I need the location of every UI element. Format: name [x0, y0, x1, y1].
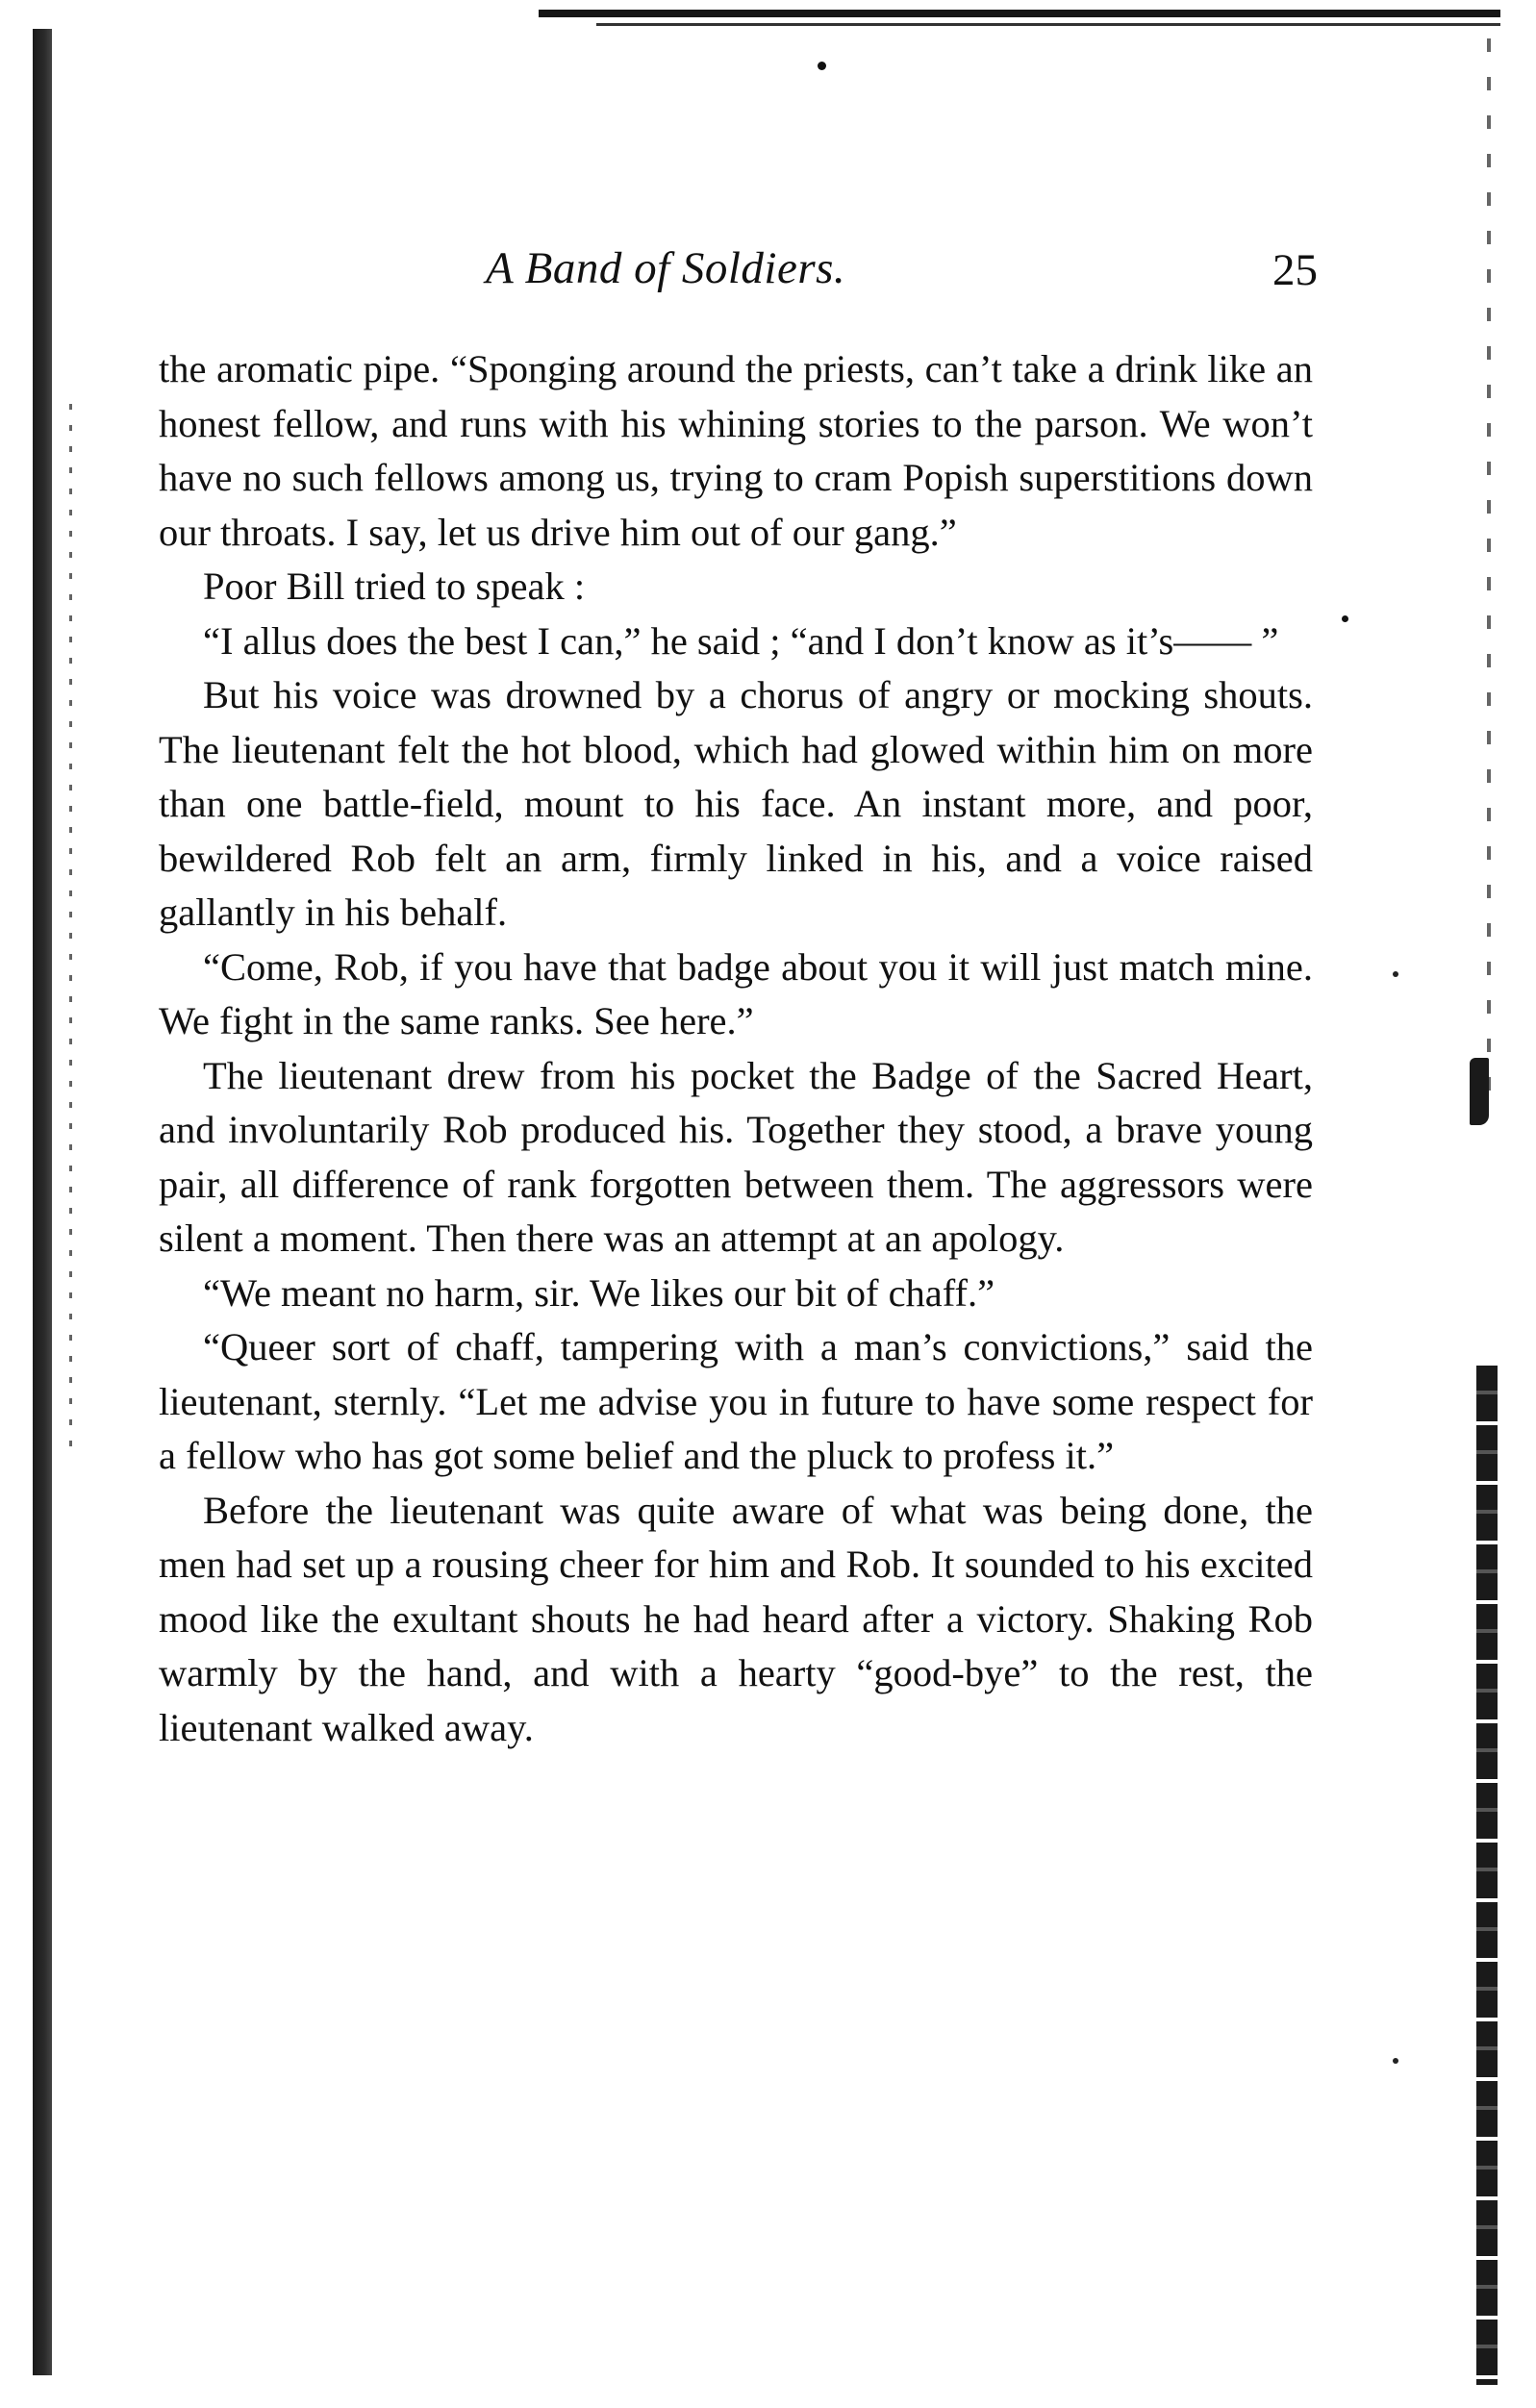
paragraph: the aromatic pipe. “Sponging around the priests, can’t take a drink like an honest fellow, and runs with his whining stories to the parson. We won’t have no such fellows among us, trying to cram Popish superstitions down our throats. I say, let us drive him out of our gang.”: [159, 347, 1313, 554]
paragraph: “Come, Rob, if you have that badge about you it will just match mine. We fight in the same ranks. See here.”: [159, 944, 1313, 1042]
margin-speck: [1342, 615, 1348, 622]
body-text: [159, 342, 1313, 1755]
paragraph: The lieutenant drew from his pocket the Badge of the Sacred Heart, and involuntarily Rob produced his. Together they stood, a brave young pair, all difference of rank forgotten between them. The aggressors were silent a moment. Then there was an attempt at an apology.: [159, 1053, 1313, 1260]
margin-speck: [1393, 2058, 1398, 2064]
paragraph: “Queer sort of chaff, tampering with a man’s convictions,” said the lieutenant, sternly. “Let me advise you in future to have some respect for a fellow who has got some belief and the pluck to profess it.”: [159, 1325, 1313, 1477]
margin-specks-left: [69, 404, 72, 1462]
top-rule-secondary: [596, 23, 1500, 26]
top-rule: [539, 10, 1500, 17]
top-speck: [818, 62, 826, 70]
paragraph: Before the lieutenant was quite aware of what was being done, the men had set up a rousing cheer for him and Rob. It sounded to his excited mood like the exultant shouts he had heard after a victory. Shaking Rob warmly by the hand, and with a hearty “good-bye” to the rest, the lieutenant walked away.: [159, 1488, 1313, 1749]
margin-specks-right: [1487, 38, 1491, 1096]
paragraph: “I allus does the best I can,” he said ; “and I don’t know as it’s—— ”: [203, 618, 1279, 663]
page-edge-shadow-right: [1476, 1366, 1498, 2385]
paragraph: But his voice was drowned by a chorus of angry or mocking shouts. The lieutenant felt the hot blood, which had glowed within him on more than one battle-field, mount to his face. An instant more, and poor, bewildered Rob felt an arm, firmly linked in his, and a voice raised gallantly in his behalf.: [159, 673, 1313, 934]
page-number: 25: [1272, 245, 1318, 295]
ink-blot: [1470, 1058, 1489, 1125]
running-header: [154, 242, 1318, 300]
running-title: A Band of Soldiers.: [486, 243, 846, 293]
margin-speck: [1393, 971, 1398, 977]
paragraph: Poor Bill tried to speak :: [203, 564, 586, 608]
binding-edge-shadow: [33, 29, 52, 2375]
paragraph: “We meant no harm, sir. We likes our bit of chaff.”: [203, 1270, 995, 1315]
